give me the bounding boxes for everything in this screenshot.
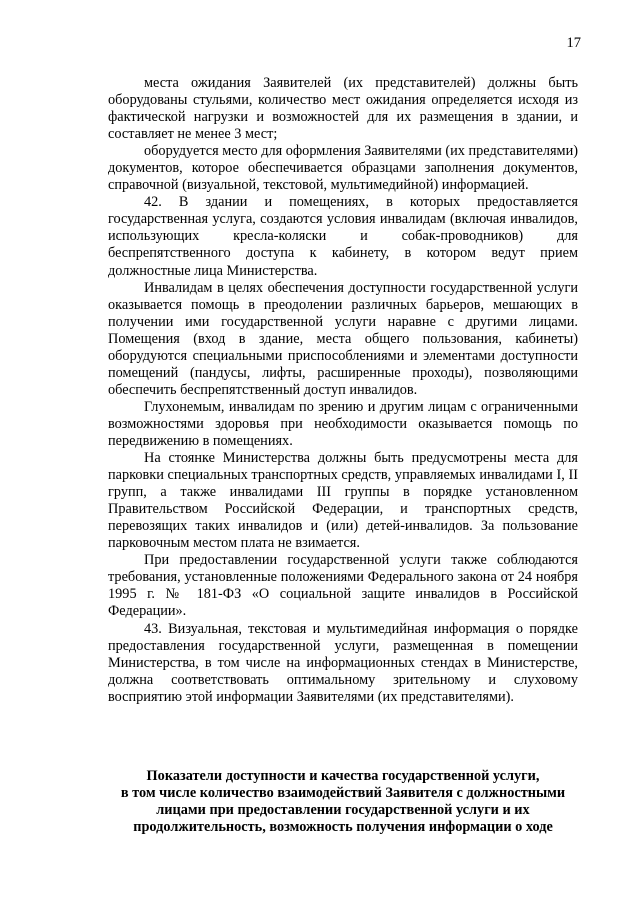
heading-line: лицами при предоставлении государственной услуги и их (156, 802, 530, 819)
paragraph-42: 42. В здании и помещениях, в которых предоставляется государственная услуга, создаются условия инвалидам (включая инвалидов, использующих кресла-коляски и собак-проводников) для беспрепятственного доступа к кабинету, в котором ведут прием должностные лица Министерства. (108, 194, 578, 279)
paragraph-parking: На стоянке Министерства должны быть предусмотрены места для парковки специальных транспортных средств, управляемых инвалидами I, II групп, а также инвалидами III группы в порядке установленном Правительством Российской Федерации, и транспортных средств, перевозящих таких инвалидов и (или) детей-инвалидов. За пользование парковочным местом плата не взимается. (108, 450, 578, 552)
page-number: 17 (566, 35, 581, 51)
body-text (108, 75, 578, 706)
paragraph-document-place: оборудуется место для оформления Заявителями (их представителями) документов, которое обеспечивается образцами заполнения документов, справочной (визуальной, текстовой, мультимедийной) информацией. (108, 143, 578, 194)
heading-line: продолжительность, возможность получения информации о ходе (133, 819, 553, 836)
paragraph-disabled-assistance: Инвалидам в целях обеспечения доступности государственной услуги оказывается помощь в преодолении различных барьеров, мешающих в получении ими государственной услуги наравне с другими лицами. Помещения (вход в здание, места общего пользования, кабинеты) оборудуются специальными приспособлениями и элементами доступности помещений (пандусы, лифты, расширенные проходы), позволяющими обеспечить беспрепятственный доступ инвалидов. (108, 279, 578, 398)
heading-line: Показатели доступности и качества государственной услуги, (146, 768, 540, 784)
heading-line: в том числе количество взаимодействий Заявителя с должностными (120, 785, 566, 802)
paragraph-waiting-places: места ожидания Заявителей (их представителей) должны быть оборудованы стульями, количество мест ожидания определяется исходя из фактической нагрузки и возможностей для их размещения в здании, и составляет не менее 3 мест; (108, 75, 578, 143)
paragraph-deaf-blind: Глухонемым, инвалидам по зрению и другим лицам с ограниченными возможностями здоровья при необходимости оказывается помощь по передвижению в помещениях. (108, 398, 578, 449)
paragraph-federal-law: При предоставлении государственной услуги также соблюдаются требования, установленные положениями Федерального закона от 24 ноября 1995 г. № 181-ФЗ «О социальной защите инвалидов в Российской Федерации». (108, 552, 578, 620)
paragraph-43: 43. Визуальная, текстовая и мультимедийная информация о порядке предоставления государственной услуги, размещенная в помещении Министерства, в том числе на информационных стендах в Министерстве, должна соответствовать оптимальному зрительному и слуховому восприятию этой информации Заявителями (их представителями). (108, 620, 578, 705)
section-heading (96, 768, 590, 836)
